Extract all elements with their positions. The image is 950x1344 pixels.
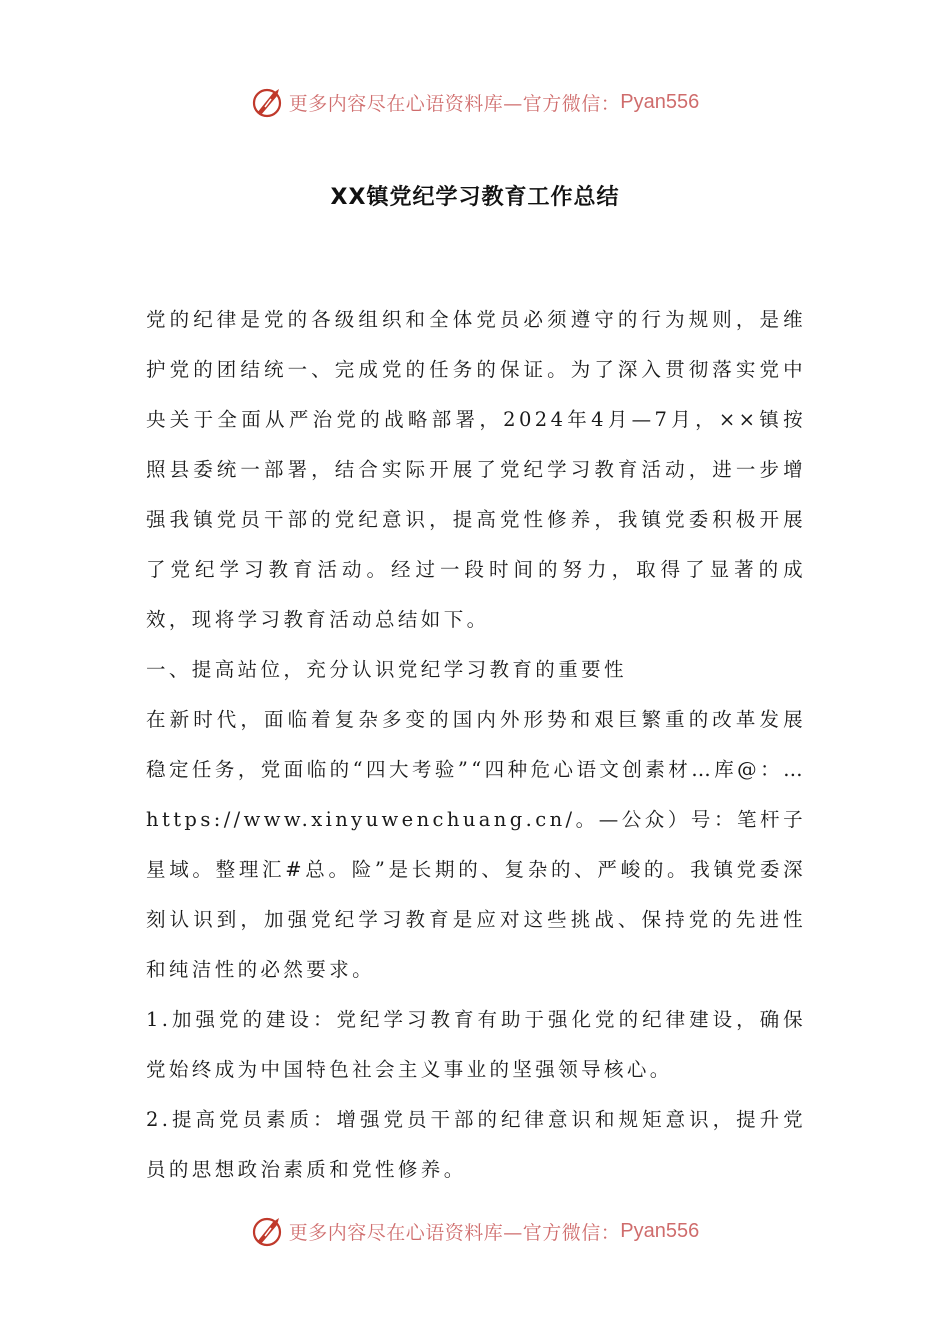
banner-wechat-id: Pyan556 — [620, 90, 700, 113]
intro-paragraph: 党的纪律是党的各级组织和全体党员必须遵守的行为规则，是维护党的团结统一、完成党的任务的保证。为了深入贯彻落实党中央关于全面从严治党的战略部署，2024年4月—7月，××镇按照县委统一部署，结合实际开展了党纪学习教育活动，进一步增强我镇党员干部的党纪意识，提高党性修养，我镇党委积极开展了党纪学习教育活动。经过一段时间的努力，取得了显著的成效，现将学习教育活动总结如下。 — [146, 308, 806, 631]
document-title: XX镇党纪学习教育工作总结 — [330, 185, 620, 210]
banner-wechat-id: Pyan556 — [620, 1219, 700, 1242]
footer-banner — [0, 1211, 950, 1251]
pen-logo-icon — [251, 85, 285, 119]
section-heading: 一、提高站位，充分认识党纪学习教育的重要性 — [146, 658, 627, 681]
banner-text: 更多内容尽在心语资料库—官方微信： — [288, 1221, 621, 1244]
header-banner — [0, 82, 950, 122]
document-body — [146, 295, 806, 1195]
body-paragraph: 在新时代，面临着复杂多变的国内外形势和艰巨繁重的改革发展稳定任务，党面临的“四大考验”“四种危心语文创素材…库@：…https://www.xinyuwenchuang.cn/。—公众）号：笔杆子星域。整理汇#总。险”是长期的、复杂的、严峻的。我镇党委深刻认识到，加强党纪学习教育是应对这些挑战、保持党的先进性和纯洁性的必然要求。 — [146, 708, 806, 981]
banner-text: 更多内容尽在心语资料库—官方微信： — [288, 92, 621, 115]
list-item: 2.提高党员素质：增强党员干部的纪律意识和规矩意识，提升党员的思想政治素质和党性修养。 — [146, 1108, 806, 1181]
list-item: 1.加强党的建设：党纪学习教育有助于强化党的纪律建设，确保党始终成为中国特色社会主义事业的坚强领导核心。 — [146, 1008, 806, 1081]
pen-logo-icon — [251, 1214, 285, 1248]
